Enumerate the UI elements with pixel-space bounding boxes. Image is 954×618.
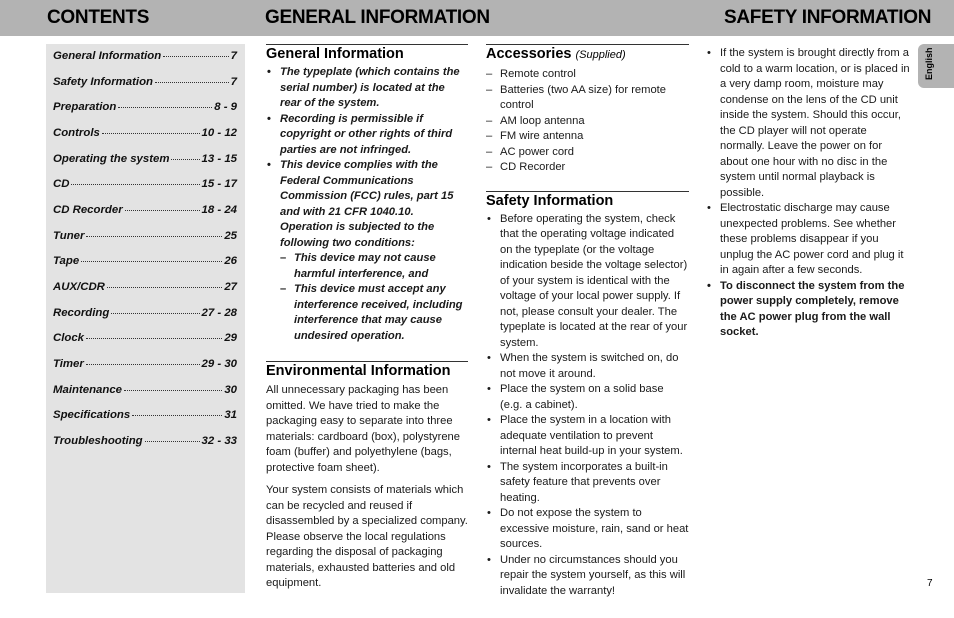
list-item — [486, 160, 689, 176]
toc-leader-dots — [132, 414, 222, 416]
toc-item-page: 7 — [230, 50, 237, 62]
list-item-text: The typeplate (which contains the serial number) is located at the rear of the system. — [280, 66, 460, 109]
accessories-heading-text: Accessories — [486, 46, 572, 62]
dash-marker: – — [486, 145, 493, 158]
list-item — [280, 282, 468, 344]
toc-item-specifications[interactable] — [53, 409, 237, 421]
list-item — [486, 413, 689, 460]
toc-item-aux-cdr[interactable] — [53, 281, 237, 293]
list-item-text: AM loop antenna — [500, 114, 585, 127]
bullet-marker: • — [487, 460, 491, 473]
list-item-text: This device must accept any interference received, including interference that may cause undesired operation. — [294, 283, 463, 342]
general-information-column — [266, 44, 468, 592]
safety-information-heading: Safety Information — [486, 192, 614, 209]
toc-item-safety-information[interactable] — [53, 76, 237, 88]
list-item — [706, 46, 910, 201]
list-item — [486, 553, 689, 600]
list-item — [486, 212, 689, 352]
toc-item-page: 27 — [224, 281, 237, 293]
dash-marker: – — [280, 283, 287, 295]
list-item-text: Recording is permissible if copyright or other rights of third parties are not infringed. — [280, 112, 453, 156]
bullet-marker: • — [707, 47, 711, 59]
page-number: 7 — [927, 578, 933, 589]
list-item-text: FM wire antenna — [500, 130, 584, 142]
list-item — [266, 65, 468, 112]
bullet-marker: • — [267, 159, 271, 171]
toc-leader-dots — [86, 363, 200, 365]
list-item — [486, 382, 689, 413]
toc-leader-dots — [145, 440, 200, 442]
toc-item-maintenance[interactable] — [53, 384, 237, 396]
toc-item-title: Troubleshooting — [53, 435, 143, 447]
list-item — [486, 145, 689, 161]
conditions-list — [280, 251, 468, 344]
toc-item-title: CD — [53, 178, 70, 190]
toc-leader-dots — [102, 132, 200, 134]
accessories-heading — [486, 45, 689, 64]
bullet-marker: • — [487, 414, 491, 426]
toc-item-title: Timer — [53, 358, 84, 370]
toc-item-clock[interactable] — [53, 332, 237, 344]
toc-item-page: 29 - 30 — [201, 358, 237, 370]
disconnect-warning: To disconnect the system from the power supply completely, remove the AC power plug from the wall socket. — [720, 279, 905, 338]
toc-item-title: Maintenance — [53, 384, 122, 396]
bullet-marker: • — [487, 212, 491, 225]
toc-item-title: Operating the system — [53, 153, 170, 165]
bullet-marker: • — [267, 66, 271, 78]
toc-item-title: Recording — [53, 307, 110, 319]
list-item-text: If the system is brought directly from a cold to a warm location, or is placed in a very damp room, moisture may condense on the lens of the CD unit inside the system. Should this occur, the CD player will not operate normally. Leave the power on for about one hour with no disc in the system until normal playback is possible. — [720, 47, 910, 199]
list-item — [486, 460, 689, 507]
bullet-marker: • — [267, 112, 271, 125]
toc-item-page: 18 - 24 — [201, 204, 237, 216]
toc-leader-dots — [71, 183, 199, 185]
list-item-text: Place the system in a location with adequate ventilation to prevent internal heat build-up in your system. — [500, 414, 683, 457]
contents-title: CONTENTS — [47, 7, 150, 28]
toc-item-page: 10 - 12 — [201, 127, 237, 139]
toc-item-page: 15 - 17 — [201, 178, 237, 190]
list-item — [486, 506, 689, 553]
list-item — [486, 114, 689, 130]
list-item — [486, 67, 689, 83]
toc-item-controls[interactable] — [53, 127, 237, 139]
toc-leader-dots — [171, 158, 199, 160]
list-item-text: Before operating the system, check that the operating voltage indicated on the typeplate (or the voltage indication beside the voltage selector) of your system is identical with the voltage of your local power supply. If not, please consult your dealer. The typeplate is located at the rear of your system. — [500, 212, 688, 349]
toc-item-page: 27 - 28 — [201, 307, 237, 319]
list-item-text: When the system is switched on, do not move it around. — [500, 352, 679, 380]
list-item-text: Remote control — [500, 68, 576, 80]
toc-item-title: Clock — [53, 332, 85, 344]
list-item-text: This device may not cause harmful interference, and — [294, 252, 436, 280]
bullet-marker: • — [707, 279, 711, 292]
toc-item-operating-the-system[interactable] — [53, 153, 237, 165]
safety-information-list — [486, 212, 689, 600]
toc-item-title: AUX/CDR — [53, 281, 105, 293]
bullet-marker: • — [487, 352, 491, 364]
list-item — [266, 158, 468, 344]
toc-item-title: Preparation — [53, 101, 117, 113]
list-item-text: This device complies with the Federal Communications Commission (FCC) rules, part 15 and with 21 CFR 1040.10. Operation is subjected to the following two conditions: — [280, 159, 454, 249]
safety-information-right-column — [706, 44, 910, 341]
environmental-paragraph: Your system consists of materials which can be recycled and reused if disassembled by a specialized company. Please observe the local regulations regarding the disposal of packaging materials, exhausted batteries and old equipment. — [266, 484, 468, 589]
toc-item-tape[interactable] — [53, 255, 237, 267]
toc-item-title: Specifications — [53, 409, 131, 421]
accessories-subheading: (Supplied) — [575, 49, 626, 61]
list-item-text: Batteries (two AA size) for remote control — [500, 83, 667, 111]
toc-item-page: 31 — [224, 409, 237, 421]
list-item — [266, 112, 468, 159]
dash-marker: – — [486, 83, 493, 96]
toc-leader-dots — [118, 106, 212, 108]
toc-item-page: 29 — [224, 332, 237, 344]
toc-item-page: 7 — [230, 76, 237, 88]
dash-marker: – — [486, 68, 493, 80]
table-of-contents — [46, 44, 245, 593]
toc-item-preparation[interactable] — [53, 101, 237, 113]
bullet-marker: • — [487, 507, 491, 519]
bullet-marker: • — [487, 383, 491, 395]
dash-marker: – — [486, 114, 493, 127]
toc-item-page: 30 — [224, 384, 237, 396]
toc-item-title: Controls — [53, 127, 100, 139]
dash-marker: – — [486, 161, 493, 173]
list-item — [486, 129, 689, 145]
toc-leader-dots — [163, 55, 228, 57]
toc-item-recording[interactable] — [53, 307, 237, 319]
toc-leader-dots — [125, 209, 200, 211]
toc-item-page: 8 - 9 — [214, 101, 237, 113]
dash-marker: – — [280, 252, 287, 264]
list-item — [280, 251, 468, 282]
accessories-safety-column — [486, 44, 689, 599]
toc-leader-dots — [81, 260, 222, 262]
toc-item-timer[interactable] — [53, 358, 237, 370]
toc-leader-dots — [155, 81, 229, 83]
list-item-text: Under no circumstances should you repair the system yourself, as this will invalidate the warranty! — [500, 553, 686, 597]
toc-leader-dots — [124, 389, 222, 391]
safety-right-list — [706, 46, 910, 341]
accessories-list — [486, 67, 689, 176]
environmental-information-heading: Environmental Information — [266, 363, 451, 379]
safety-information-title: SAFETY INFORMATION — [724, 7, 932, 28]
toc-item-title: Tuner — [53, 230, 85, 242]
language-tab-label: English — [924, 47, 934, 80]
list-item-text: Do not expose the system to excessive moisture, rain, sand or heat sources. — [500, 507, 689, 550]
toc-item-title: Safety Information — [53, 76, 153, 88]
list-item — [486, 83, 689, 114]
toc-item-tuner[interactable] — [53, 230, 237, 242]
list-item-text: CD Recorder — [500, 161, 566, 173]
list-item — [486, 351, 689, 382]
toc-item-title: CD Recorder — [53, 204, 123, 216]
toc-leader-dots — [86, 337, 222, 339]
list-item — [706, 279, 910, 341]
bullet-marker: • — [487, 553, 491, 566]
list-item-text: The system incorporates a built-in safety feature that prevents over heating. — [500, 460, 668, 504]
general-information-list — [266, 65, 468, 344]
toc-item-page: 26 — [224, 255, 237, 267]
dash-marker: – — [486, 130, 493, 142]
toc-leader-dots — [107, 286, 222, 288]
bullet-marker: • — [707, 202, 711, 214]
toc-item-cd-recorder[interactable] — [53, 204, 237, 216]
list-item-text: AC power cord — [500, 145, 574, 158]
list-item-text: Place the system on a solid base (e.g. a cabinet). — [500, 383, 664, 411]
general-information-title: GENERAL INFORMATION — [265, 7, 490, 28]
general-information-heading: General Information — [266, 46, 404, 62]
toc-item-general-information[interactable] — [53, 50, 237, 62]
toc-item-page: 25 — [224, 230, 237, 242]
toc-item-title: Tape — [53, 255, 80, 267]
toc-item-cd[interactable] — [53, 178, 237, 190]
toc-leader-dots — [86, 235, 222, 237]
toc-item-page: 32 - 33 — [201, 435, 237, 447]
toc-leader-dots — [111, 312, 199, 314]
toc-item-page: 13 - 15 — [201, 153, 237, 165]
toc-item-title: General Information — [53, 50, 162, 62]
list-item-text: Electrostatic discharge may cause unexpected problems. See whether these problems disappear if you unplug the AC power cord and plug it in again after a few seconds. — [720, 202, 904, 276]
toc-item-troubleshooting[interactable] — [53, 435, 237, 447]
environmental-paragraph: All unnecessary packaging has been omitted. We have tried to make the packaging easy to separate into three materials: cardboard (box), polystyrene foam (buffer) and polyethylene (bags, protective foam sheet). — [266, 384, 461, 474]
language-tab[interactable] — [918, 44, 954, 88]
list-item — [706, 201, 910, 279]
